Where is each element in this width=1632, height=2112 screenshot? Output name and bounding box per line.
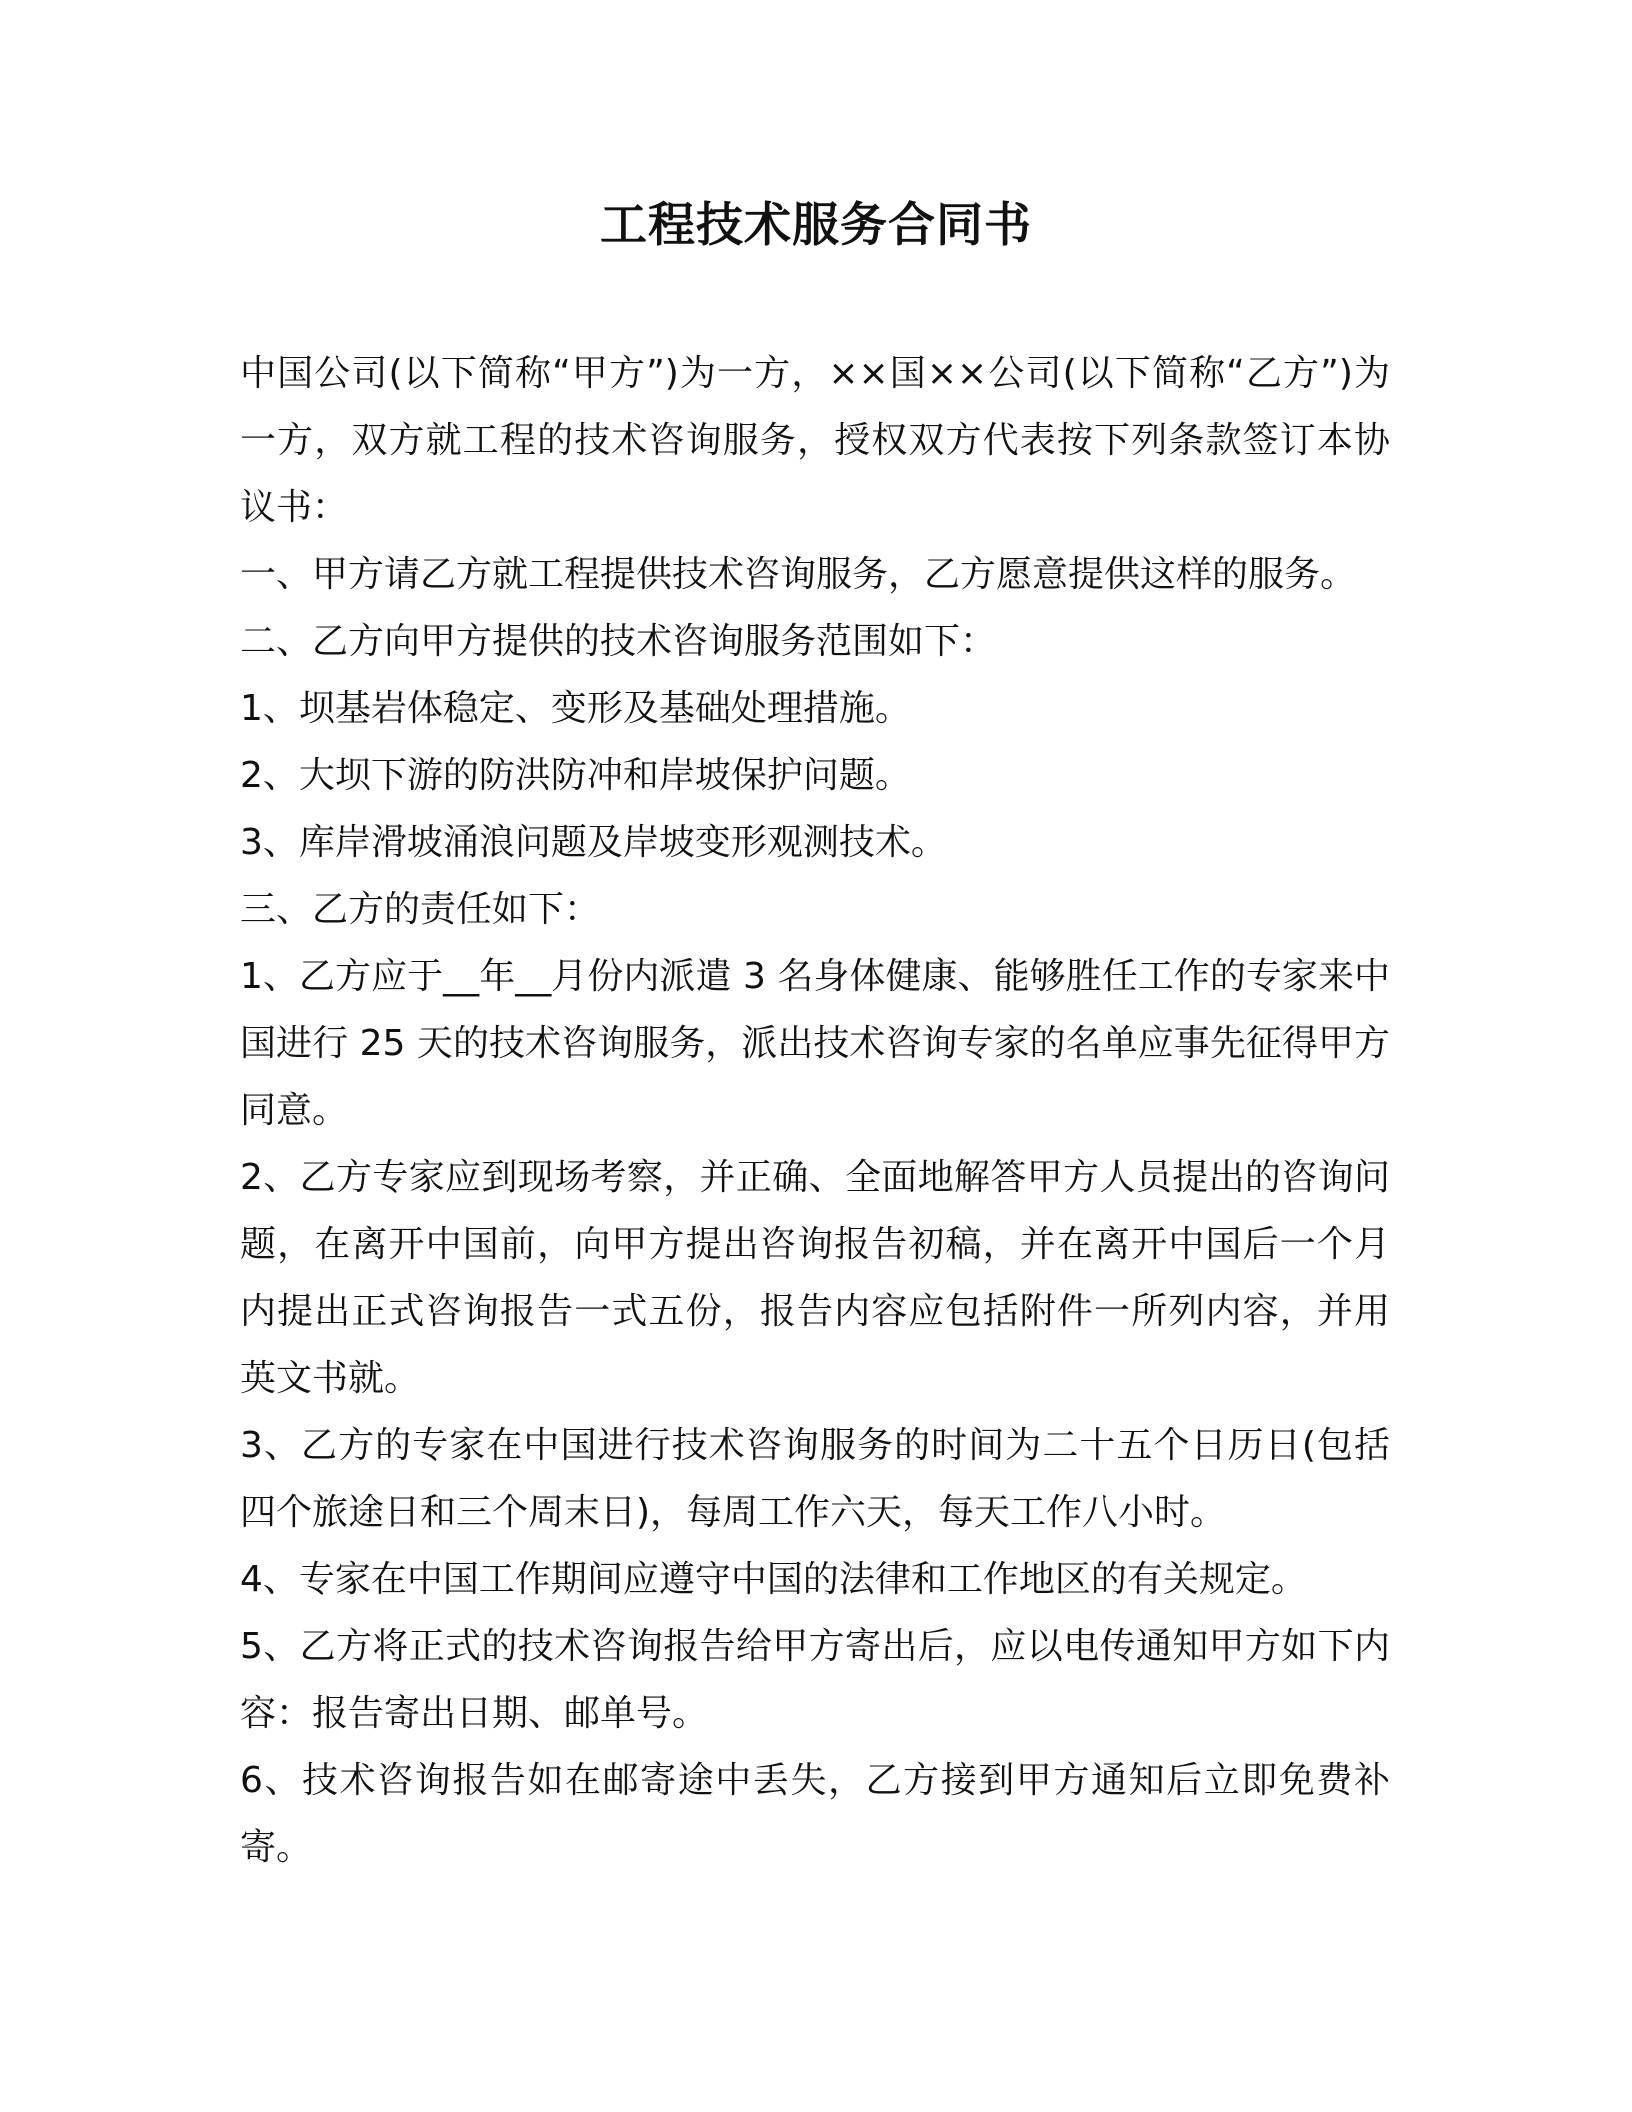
clause-2-item-1: 1、坝基岩体稳定、变形及基础处理措施。 xyxy=(240,688,911,729)
clause-3-item-4: 4、专家在中国工作期间应遵守中国的法律和工作地区的有关规定。 xyxy=(240,1559,1307,1600)
clause-3-item-6: 6、技术咨询报告如在邮寄途中丢失，乙方接到甲方通知后立即免费补寄。 xyxy=(240,1760,1390,1868)
clause-3-item-3: 3、乙方的专家在中国进行技术咨询服务的时间为二十五个日历日(包括四个旅途日和三个周末日)，每周工作六天，每天工作八小时。 xyxy=(240,1425,1390,1533)
document-body xyxy=(240,340,1390,1881)
clause-1-paragraph: 一、甲方请乙方就工程提供技术咨询服务，乙方愿意提供这样的服务。 xyxy=(240,554,1357,595)
clause-2-heading: 二、乙方向甲方提供的技术咨询服务范围如下： xyxy=(240,621,997,662)
document-title: 工程技术服务合同书 xyxy=(600,198,1032,253)
preamble-paragraph: 中国公司(以下简称“甲方”)为一方，××国××公司(以下简称“乙方”)为一方，双方就工程的技术咨询服务，授权双方代表按下列条款签订本协议书： xyxy=(240,353,1390,528)
clause-3-item-2: 2、乙方专家应到现场考察，并正确、全面地解答甲方人员提出的咨询问题，在离开中国前，向甲方提出咨询报告初稿，并在离开中国后一个月内提出正式咨询报告一式五份，报告内容应包括附件一所列内容，并用英文书就。 xyxy=(240,1157,1390,1399)
clause-3-heading: 三、乙方的责任如下： xyxy=(240,889,601,930)
clause-2-item-3: 3、库岸滑坡涌浪问题及岸坡变形观测技术。 xyxy=(240,822,947,863)
clause-3-item-5: 5、乙方将正式的技术咨询报告给甲方寄出后，应以电传通知甲方如下内容：报告寄出日期、邮单号。 xyxy=(240,1626,1390,1734)
clause-3-item-1: 1、乙方应于__年__月份内派遣 3 名身体健康、能够胜任工作的专家来中国进行 25 天的技术咨询服务，派出技术咨询专家的名单应事先征得甲方同意。 xyxy=(240,956,1390,1131)
clause-2-item-2: 2、大坝下游的防洪防冲和岸坡保护问题。 xyxy=(240,755,911,796)
